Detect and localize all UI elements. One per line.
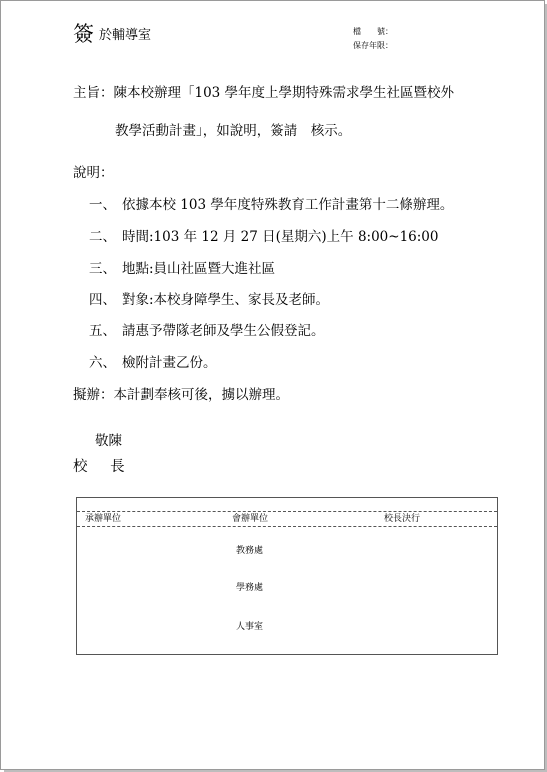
approval-signature-table: [76, 497, 498, 655]
item-text: 檢附計畫乙份。: [122, 355, 217, 371]
column-header-handling-unit: 承辦單位: [85, 514, 122, 524]
explanation-item: [89, 356, 217, 371]
document-type-mark: 簽: [73, 22, 94, 46]
explanation-item: [89, 324, 325, 339]
subject-line-continued: 教學活動計畫」，如說明，簽請 核示。: [115, 123, 352, 139]
item-number: 三、: [89, 261, 116, 277]
item-number: 四、: [89, 292, 116, 308]
subject-line: 主旨：陳本校辦理「103 學年度上學期特殊需求學生社區暨校外: [73, 85, 455, 101]
explanation-item: [89, 293, 329, 308]
item-number: 六、: [89, 355, 116, 371]
item-text: 地點:員山社區暨大進社區: [122, 261, 276, 277]
retention-period-label: 保存年限：: [353, 41, 393, 50]
explanation-heading: 說明：: [73, 165, 114, 181]
explanation-item: [89, 198, 453, 213]
proposed-action: 擬辦：本計劃奉核可後，擄以辦理。: [73, 387, 289, 403]
item-number: 五、: [89, 323, 116, 339]
item-number: 一、: [89, 197, 116, 213]
explanation-item: [89, 230, 439, 245]
explanation-item: [89, 262, 275, 277]
issuing-unit: 於輔導室: [99, 28, 152, 43]
cosign-office: 學務處: [236, 583, 264, 593]
cosign-office: 教務處: [236, 546, 264, 556]
item-text: 對象:本校身障學生、家長及老師。: [122, 292, 330, 308]
item-text: 依據本校 103 學年度特殊教育工作計畫第十二條辦理。: [122, 197, 454, 213]
item-text: 請惠予帶隊老師及學生公假登記。: [122, 323, 325, 339]
cosign-office: 人事室: [236, 622, 264, 632]
column-header-cosign-unit: 會辦單位: [232, 514, 269, 524]
item-number: 二、: [89, 229, 116, 245]
respectful-closing: 敬陳: [95, 433, 122, 449]
table-divider: [77, 511, 497, 512]
column-header-principal-decision: 校長決行: [384, 514, 421, 524]
addressee-principal: 校 長: [73, 459, 125, 475]
table-divider: [77, 526, 497, 527]
archive-number-label: 檔 號：: [353, 27, 393, 36]
item-text: 時間:103 年 12 月 27 日(星期六)上午 8:00~16:00: [122, 229, 439, 245]
